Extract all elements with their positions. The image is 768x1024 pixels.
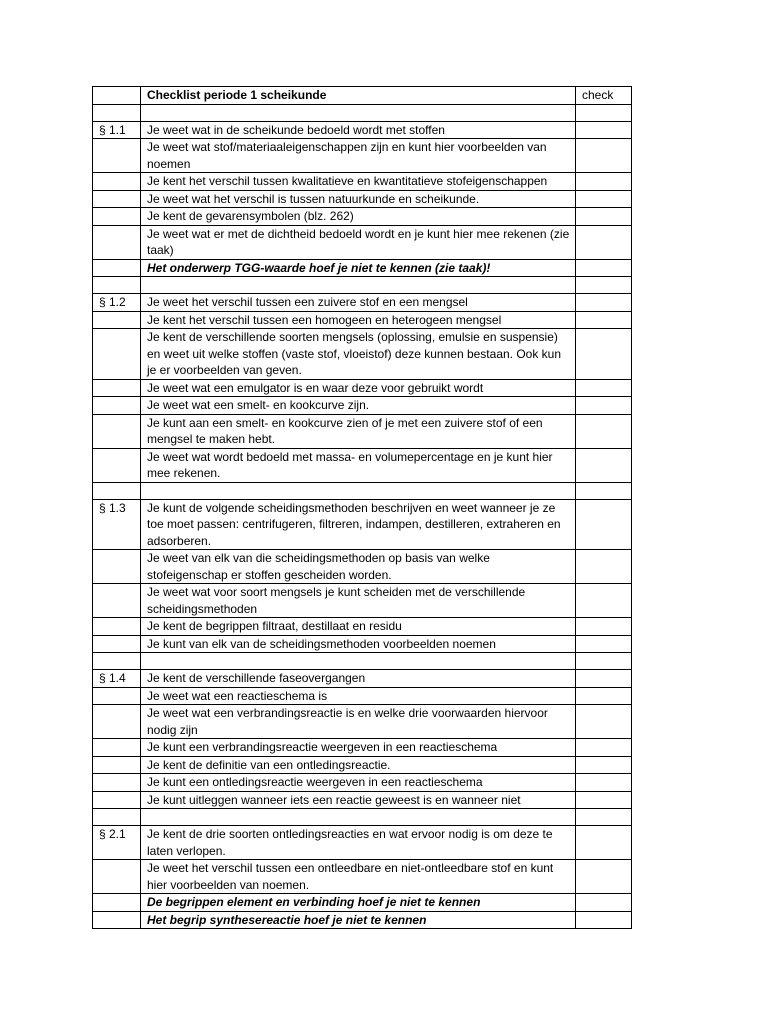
blank-cell: [576, 482, 632, 499]
section-number: [93, 414, 141, 448]
checklist-item-text: Je kunt een ontledingsreactie weergeven in een reactieschema: [141, 774, 576, 792]
checklist-item-text: Je weet wat stof/materiaaleigenschappen zijn en kunt hier voorbeelden van noemen: [141, 139, 576, 173]
section-number: [93, 618, 141, 636]
check-cell: [576, 190, 632, 208]
checklist-row: [93, 687, 632, 705]
section-number: § 1.3: [93, 499, 141, 550]
check-cell: [576, 259, 632, 277]
section-number: [93, 774, 141, 792]
checklist-row: [93, 550, 632, 584]
checklist-row: [93, 397, 632, 415]
checklist-item-text: Je kent het verschil tussen een homogeen en heterogeen mengsel: [141, 311, 576, 329]
check-cell: [576, 499, 632, 550]
checklist-title: Checklist periode 1 scheikunde: [141, 87, 576, 105]
checklist-row: [93, 448, 632, 482]
check-cell: [576, 687, 632, 705]
checklist-item-text: Je weet het verschil tussen een ontleedbare en niet-ontleedbare stof en kunt hier voorbeelden van noemen.: [141, 860, 576, 894]
note-text: De begrippen element en verbinding hoef je niet te kennen: [141, 894, 576, 912]
blank-cell: [141, 653, 576, 670]
section-number: [93, 311, 141, 329]
section-number: [93, 705, 141, 739]
section-number: [93, 739, 141, 757]
checklist-item-text: Je weet wat er met de dichtheid bedoeld wordt en je kunt hier mee rekenen (zie taak): [141, 225, 576, 259]
section-number: [93, 173, 141, 191]
check-cell: [576, 311, 632, 329]
checklist-item-text: Je weet wat voor soort mengsels je kunt scheiden met de verschillende scheidingsmethoden: [141, 584, 576, 618]
check-cell: [576, 635, 632, 653]
section-number: [93, 687, 141, 705]
check-cell: [576, 791, 632, 809]
checklist-row: [93, 208, 632, 226]
blank-cell: [93, 277, 141, 294]
checklist-item-text: Je weet wat wordt bedoeld met massa- en volumepercentage en je kunt hier mee rekenen.: [141, 448, 576, 482]
checklist-row: [93, 414, 632, 448]
checklist-item-text: Je weet wat het verschil is tussen natuurkunde en scheikunde.: [141, 190, 576, 208]
blank-cell: [93, 809, 141, 826]
checklist-row: [93, 139, 632, 173]
check-cell: [576, 860, 632, 894]
checklist-row: [93, 121, 632, 139]
checklist-row: [93, 826, 632, 860]
check-cell: [576, 739, 632, 757]
checklist-item-text: Je kunt de volgende scheidingsmethoden beschrijven en weet wanneer je ze toe moet passen: centrifugeren, filtreren, indampen, destilleren, extraheren en adsorberen.: [141, 499, 576, 550]
section-number: [93, 139, 141, 173]
checklist-row: [93, 173, 632, 191]
checklist-item-text: Je kunt een verbrandingsreactie weergeven in een reactieschema: [141, 739, 576, 757]
blank-row: [93, 653, 632, 670]
note-row: [93, 894, 632, 912]
note-row: [93, 259, 632, 277]
checklist-row: [93, 860, 632, 894]
section-number: [93, 225, 141, 259]
blank-cell: [141, 277, 576, 294]
blank-row: [93, 277, 632, 294]
checklist-item-text: Je weet het verschil tussen een zuivere stof en een mengsel: [141, 294, 576, 312]
checklist-item-text: Je kent de drie soorten ontledingsreacties en wat ervoor nodig is om deze te laten verlopen.: [141, 826, 576, 860]
section-number: [93, 329, 141, 380]
checklist-row: [93, 329, 632, 380]
section-number: [93, 190, 141, 208]
header-section-cell: [93, 87, 141, 105]
note-row: [93, 911, 632, 929]
section-number: § 1.2: [93, 294, 141, 312]
checklist-row: [93, 670, 632, 688]
blank-cell: [576, 277, 632, 294]
check-cell: [576, 670, 632, 688]
checklist-row: [93, 705, 632, 739]
section-number: [93, 448, 141, 482]
check-cell: [576, 379, 632, 397]
blank-cell: [93, 482, 141, 499]
check-cell: [576, 294, 632, 312]
checklist-item-text: Je kunt aan een smelt- en kookcurve zien of je met een zuivere stof of een mengsel te maken hebt.: [141, 414, 576, 448]
blank-cell: [576, 653, 632, 670]
note-text: Het begrip synthesereactie hoef je niet te kennen: [141, 911, 576, 929]
check-cell: [576, 414, 632, 448]
section-number: § 1.4: [93, 670, 141, 688]
section-number: [93, 550, 141, 584]
blank-cell: [576, 809, 632, 826]
checklist-item-text: Je kent de verschillende faseovergangen: [141, 670, 576, 688]
blank-cell: [141, 809, 576, 826]
section-number: [93, 379, 141, 397]
section-number: [93, 756, 141, 774]
blank-row: [93, 482, 632, 499]
checklist-row: [93, 311, 632, 329]
section-number: [93, 397, 141, 415]
checklist-row: [93, 499, 632, 550]
section-number: [93, 894, 141, 912]
checklist-row: [93, 774, 632, 792]
checklist-item-text: Je kent de gevarensymbolen (blz. 262): [141, 208, 576, 226]
blank-cell: [576, 104, 632, 121]
blank-cell: [141, 104, 576, 121]
checklist-item-text: Je kunt van elk van de scheidingsmethoden voorbeelden noemen: [141, 635, 576, 653]
check-cell: [576, 329, 632, 380]
checklist-row: [93, 379, 632, 397]
section-number: § 2.1: [93, 826, 141, 860]
checklist-item-text: Je weet wat een smelt- en kookcurve zijn.: [141, 397, 576, 415]
check-cell: [576, 618, 632, 636]
checklist-row: [93, 635, 632, 653]
header-row: [93, 87, 632, 105]
checklist-item-text: Je weet wat een verbrandingsreactie is en welke drie voorwaarden hiervoor nodig zijn: [141, 705, 576, 739]
section-number: [93, 635, 141, 653]
check-cell: [576, 121, 632, 139]
section-number: [93, 259, 141, 277]
checklist-row: [93, 584, 632, 618]
check-cell: [576, 911, 632, 929]
section-number: [93, 911, 141, 929]
section-number: [93, 860, 141, 894]
check-cell: [576, 756, 632, 774]
blank-cell: [141, 482, 576, 499]
checklist-row: [93, 294, 632, 312]
blank-cell: [93, 104, 141, 121]
check-cell: [576, 584, 632, 618]
checklist-row: [93, 791, 632, 809]
checklist-item-text: Je weet wat een reactieschema is: [141, 687, 576, 705]
checklist-item-text: Je weet wat in de scheikunde bedoeld wordt met stoffen: [141, 121, 576, 139]
check-cell: [576, 397, 632, 415]
checklist-item-text: Je kent het verschil tussen kwalitatieve en kwantitatieve stofeigenschappen: [141, 173, 576, 191]
checklist-item-text: Je kent de verschillende soorten mengsels (oplossing, emulsie en suspensie) en weet uit welke stoffen (vaste stof, vloeistof) deze kunnen bestaan. Ook kun je er voorbeelden van geven.: [141, 329, 576, 380]
checklist-item-text: Je weet van elk van die scheidingsmethoden op basis van welke stofeigenschap er stoffen gescheiden worden.: [141, 550, 576, 584]
section-number: [93, 584, 141, 618]
checklist-item-text: Je kent de definitie van een ontledingsreactie.: [141, 756, 576, 774]
checklist-row: [93, 225, 632, 259]
section-number: [93, 791, 141, 809]
check-cell: [576, 774, 632, 792]
checklist-row: [93, 190, 632, 208]
check-cell: [576, 208, 632, 226]
check-cell: [576, 225, 632, 259]
checklist-row: [93, 739, 632, 757]
check-cell: [576, 139, 632, 173]
checklist-body: [93, 87, 632, 929]
check-cell: [576, 550, 632, 584]
checklist-row: [93, 756, 632, 774]
section-number: § 1.1: [93, 121, 141, 139]
check-cell: [576, 826, 632, 860]
check-cell: [576, 705, 632, 739]
check-cell: [576, 173, 632, 191]
checklist-table: [92, 86, 632, 929]
blank-row: [93, 104, 632, 121]
check-column-header: check: [576, 87, 632, 105]
section-number: [93, 208, 141, 226]
blank-cell: [93, 653, 141, 670]
checklist-item-text: Je kent de begrippen filtraat, destillaat en residu: [141, 618, 576, 636]
blank-row: [93, 809, 632, 826]
check-cell: [576, 894, 632, 912]
check-cell: [576, 448, 632, 482]
checklist-item-text: Je weet wat een emulgator is en waar deze voor gebruikt wordt: [141, 379, 576, 397]
note-text: Het onderwerp TGG-waarde hoef je niet te kennen (zie taak)!: [141, 259, 576, 277]
checklist-row: [93, 618, 632, 636]
checklist-item-text: Je kunt uitleggen wanneer iets een reactie geweest is en wanneer niet: [141, 791, 576, 809]
